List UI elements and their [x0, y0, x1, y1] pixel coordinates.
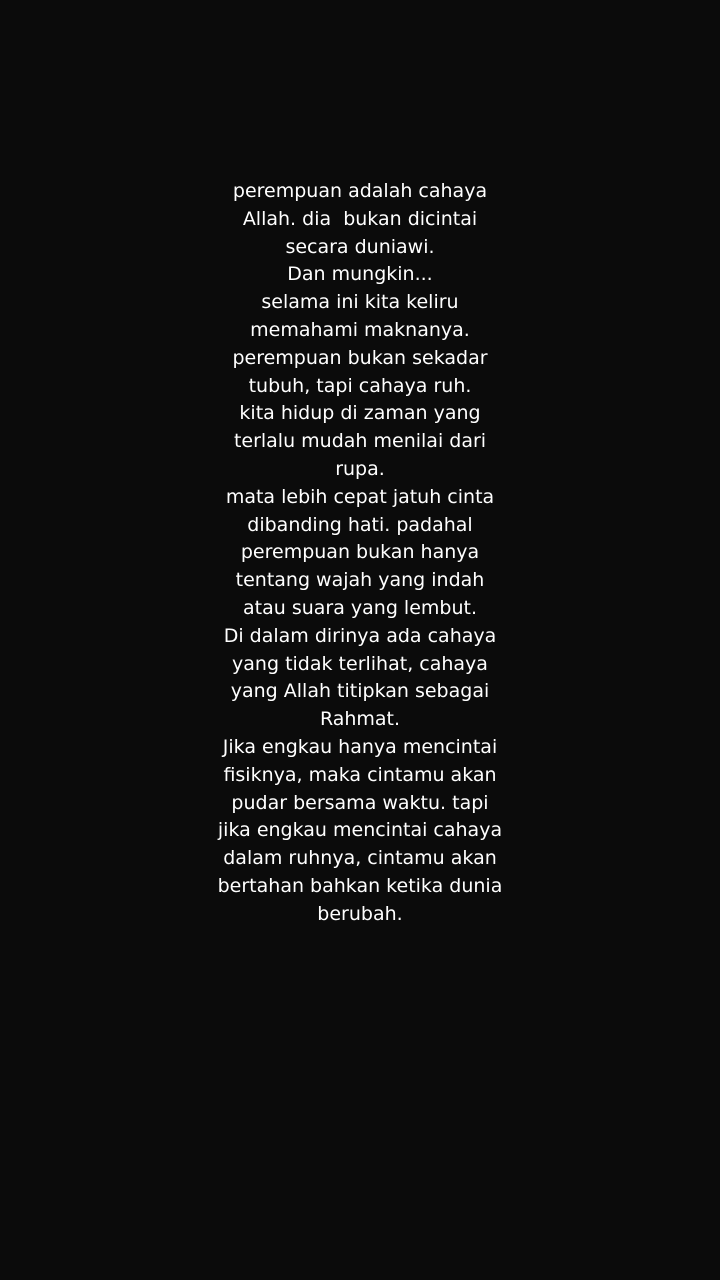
caption-line: kita hidup di zaman yang [239, 402, 481, 425]
caption-line: yang tidak terlihat, cahaya [232, 652, 488, 675]
caption-line: pudar bersama waktu. tapi [231, 791, 489, 814]
caption-line: Di dalam dirinya ada cahaya [223, 624, 497, 647]
caption-line: bertahan bahkan ketika dunia [217, 874, 503, 897]
caption-line: Allah. dia bukan dicintai [242, 207, 478, 230]
caption-text [0, 178, 720, 929]
caption-line: tubuh, tapi cahaya ruh. [248, 374, 472, 397]
caption-line: Jika engkau hanya mencintai [222, 735, 498, 758]
caption-line: dalam ruhnya, cintamu akan [223, 847, 497, 870]
caption-line: Rahmat. [319, 708, 401, 731]
caption-line: perempuan adalah cahaya [232, 180, 488, 202]
caption-line: jika engkau mencintai cahaya [217, 819, 503, 842]
caption-line: terlalu mudah menilai dari [233, 430, 487, 453]
caption-line: mata lebih cepat jatuh cinta [225, 485, 495, 508]
caption-line: selama ini kita keliru [261, 291, 459, 314]
caption-line: secara duniawi. [285, 235, 435, 258]
caption-line: yang Allah titipkan sebagai [230, 680, 490, 703]
caption-line: perempuan bukan hanya [240, 541, 480, 564]
caption-line: atau suara yang lembut. [243, 596, 477, 619]
caption-line: fisiknya, maka cintamu akan [223, 763, 497, 786]
caption-line: memahami maknanya. [250, 318, 470, 341]
caption-line: perempuan bukan sekadar [232, 346, 488, 369]
caption-line: Dan mungkin... [287, 263, 433, 286]
caption-line: berubah. [317, 902, 403, 925]
caption-line: tentang wajah yang indah [235, 569, 485, 592]
caption-line: rupa. [335, 457, 385, 480]
caption-line: dibanding hati. padahal [247, 513, 473, 536]
